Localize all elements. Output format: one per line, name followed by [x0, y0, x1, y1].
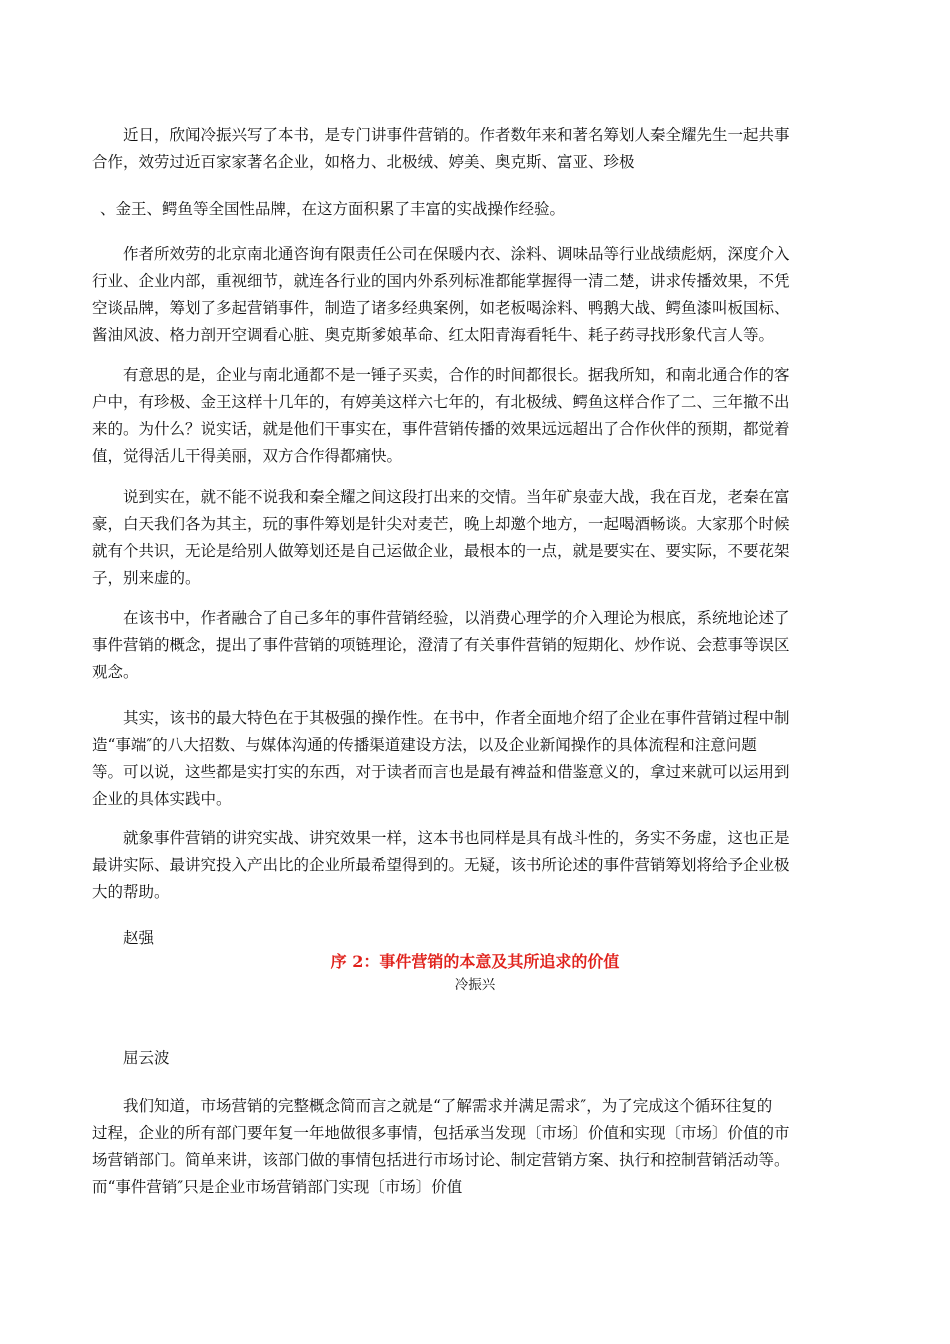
- text-line: 观念。: [92, 663, 139, 681]
- paragraph-6: [92, 605, 852, 686]
- paragraph-5: [92, 484, 852, 592]
- paragraph-1: [92, 122, 852, 176]
- text-line: 就象事件营销的讲究实战、讲究效果一样，这本书也同样是具有战斗性的，务实不务虚，这也正是: [123, 829, 790, 847]
- text-line: 子，别来虚的。: [92, 569, 201, 587]
- text-line: 就有个共识，无论是给别人做筹划还是自己运做企业，最根本的一点，就是要实在、要实际，不要花架: [92, 542, 790, 560]
- text-line: 近日，欣闻冷振兴写了本书，是专门讲事件营销的。作者数年来和著名筹划人秦全耀先生一起共事: [123, 126, 790, 144]
- text-line: 说到实在，就不能不说我和秦全耀之间这段打出来的交情。当年矿泉壶大战，我在百龙，老秦在富: [123, 488, 790, 506]
- text-line: 企业的具体实践中。: [92, 790, 232, 808]
- text-line: 、金王、鳄鱼等全国性品牌，在这方面积累了丰富的实战操作经验。: [100, 200, 566, 218]
- text-line: 空谈品牌，筹划了多起营销事件，制造了诸多经典案例，如老板喝涂料、鸭鹅大战、鳄鱼漆叫板国标、: [92, 299, 790, 317]
- text-line: 过程，企业的所有部门要年复一年地做很多事情，包括承当发现〔市场〕价值和实现〔市场〕价值的市: [92, 1124, 790, 1142]
- section-author: 冷振兴: [454, 977, 496, 993]
- paragraph-3: [92, 241, 852, 349]
- text-line: 作者所效劳的北京南北通咨询有限责任公司在保暖内衣、涂料、调味品等行业战绩彪炳，深度介入: [123, 245, 790, 263]
- paragraph-7: [92, 705, 852, 813]
- text-line: 合作，效劳过近百家家著名企业，如格力、北极绒、婷美、奥克斯、富亚、珍极: [92, 153, 635, 171]
- paragraph-8: [92, 825, 852, 906]
- text-line: 场营销部门。简单来讲，该部门做的事情包括进行市场讨论、制定营销方案、执行和控制营销活动等。: [92, 1151, 790, 1169]
- paragraph-last: [92, 1093, 852, 1201]
- signature-zhao-qiang: 赵强: [123, 929, 155, 947]
- text-line: 有意思的是，企业与南北通都不是一锤子买卖，合作的时间都很长。据我所知，和南北通合作的客: [123, 366, 790, 384]
- text-line: 豪，白天我们各为其主，玩的事件筹划是针尖对麦芒，晚上却邀个地方，一起喝酒畅谈。大家那个时候: [92, 515, 790, 533]
- paragraph-2: [92, 196, 852, 223]
- text-line: 行业、企业内部，重视细节，就连各行业的国内外系列标准都能掌握得一清二楚，讲求传播效果，不凭: [92, 272, 790, 290]
- text-line: 事件营销的概念，提出了事件营销的项链理论，澄清了有关事件营销的短期化、炒作说、会惹事等误区: [92, 636, 790, 654]
- text-line: 造“事端″的八大招数、与媒体沟通的传播渠道建设方法，以及企业新闻操作的具体流程和注意问题: [92, 736, 757, 754]
- text-line: 酱油风波、格力剖开空调看心脏、奥克斯爹娘革命、红太阳青海看牦牛、耗子药寻找形象代言人等。: [92, 326, 775, 344]
- text-line: 而“事件营销″只是企业市场营销部门实现〔市场〕价值: [92, 1178, 463, 1196]
- section-title: 序 2：事件营销的本意及其所追求的价值: [330, 952, 620, 971]
- signature-qu-yunbo: 屈云波: [123, 1049, 170, 1067]
- text-line: 其实，该书的最大特色在于其极强的操作性。在书中，作者全面地介绍了企业在事件营销过程中制: [123, 709, 790, 727]
- text-line: 值，觉得活儿干得美丽，双方合作得都痛快。: [92, 447, 403, 465]
- text-line: 最讲实际、最讲究投入产出比的企业所最希望得到的。无疑，该书所论述的事件营销筹划将给予企业极: [92, 856, 790, 874]
- paragraph-4: [92, 362, 852, 470]
- text-line: 来的。为什么？说实话，就是他们干事实在，事件营销传播的效果远远超出了合作伙伴的预期，都觉着: [92, 420, 790, 438]
- text-line: 在该书中，作者融合了自己多年的事件营销经验，以消费心理学的介入理论为根底，系统地论述了: [123, 609, 790, 627]
- text-line: 大的帮助。: [92, 883, 170, 901]
- text-line: 我们知道，市场营销的完整概念简而言之就是“了解需求并满足需求″，为了完成这个循环往复的: [123, 1097, 773, 1115]
- text-line: 户中，有珍极、金王这样十几年的，有婷美这样六七年的，有北极绒、鳄鱼这样合作了二、三年撤不出: [92, 393, 790, 411]
- text-line: 等。可以说，这些都是实打实的东西，对于读者而言也是最有裨益和借鉴意义的，拿过来就可以运用到: [92, 763, 790, 781]
